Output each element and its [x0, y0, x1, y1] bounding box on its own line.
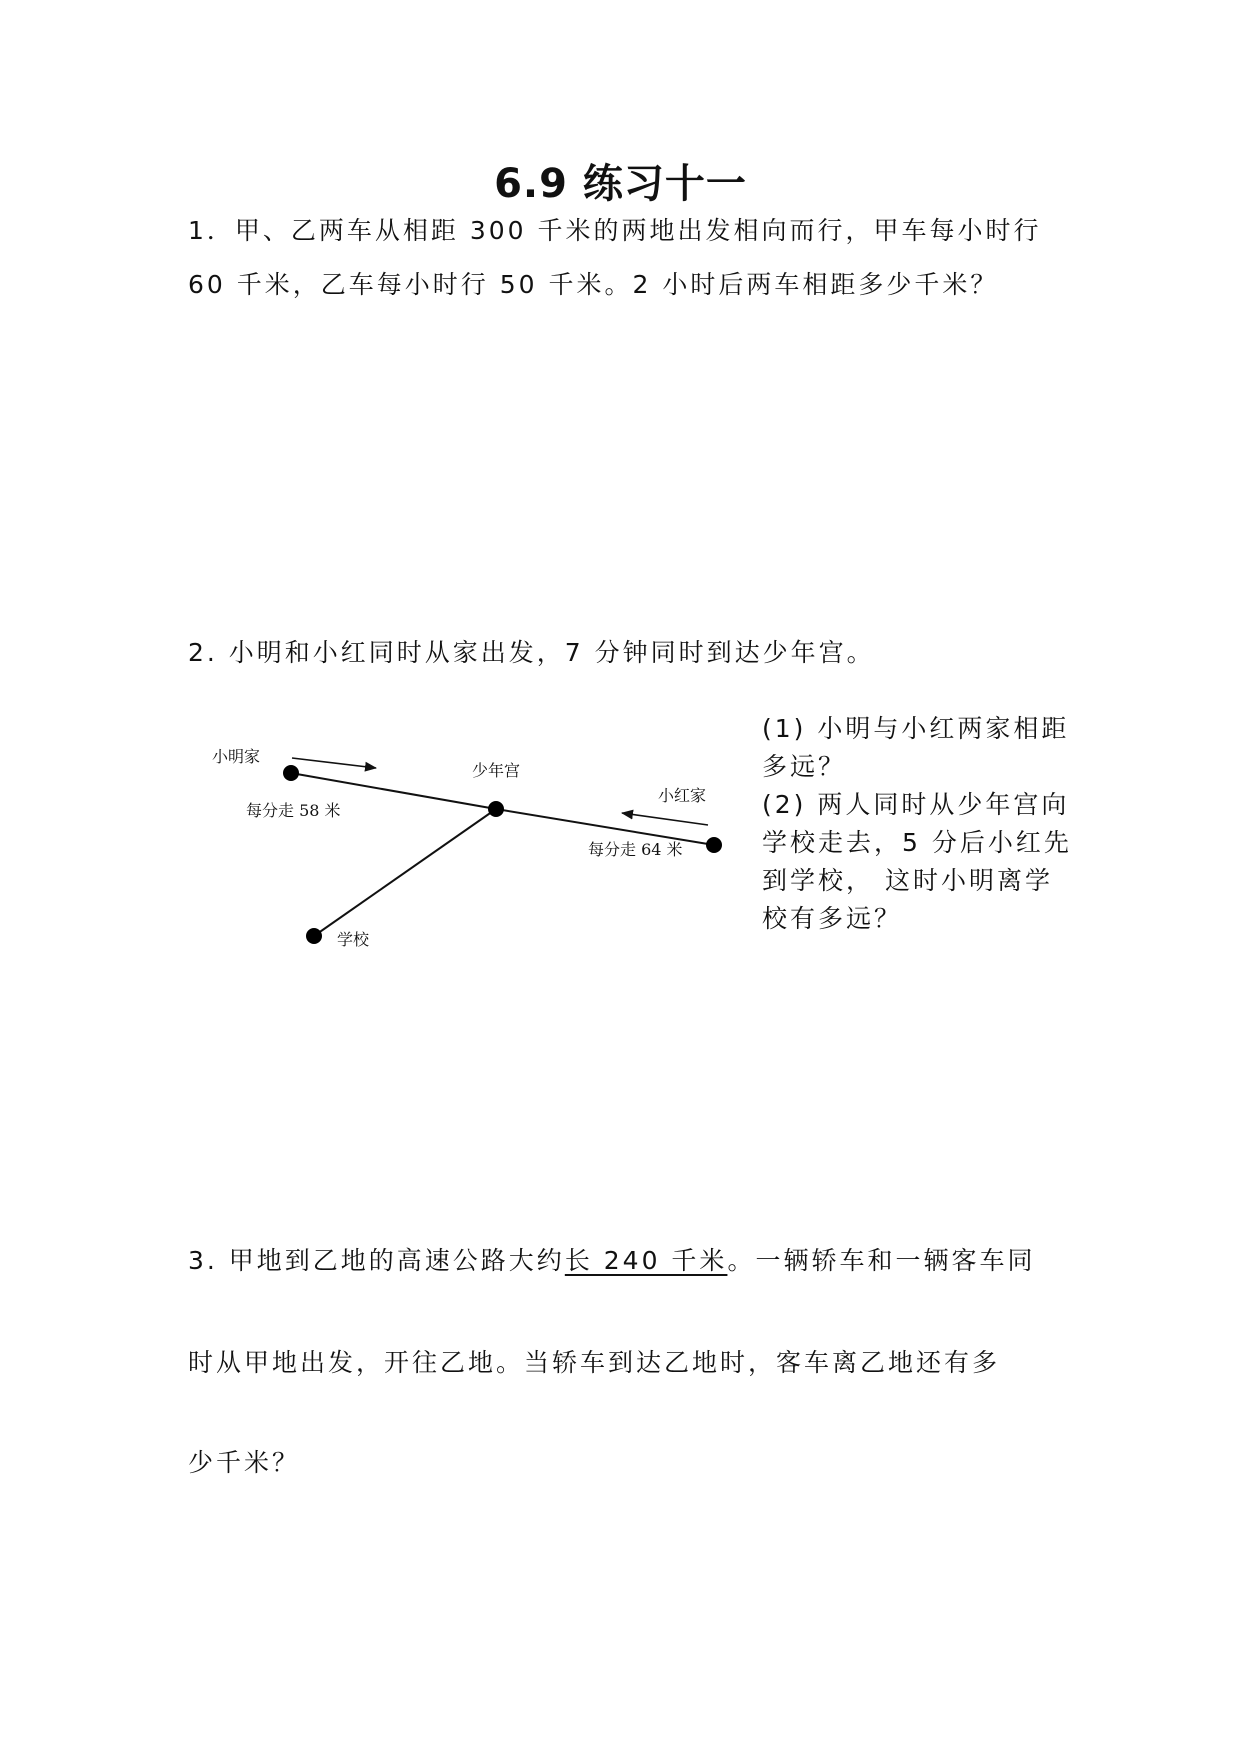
question-3-line-3: 少千米？: [188, 1448, 301, 1477]
question-2-intro: 2. 小明和小红同时从家出发，7 分钟同时到达少年宫。: [188, 638, 875, 667]
label-xiaoming-home: 小明家: [212, 747, 261, 766]
subquestion-2-line-2: 学校走去，5 分后小红先: [762, 828, 1072, 857]
question-3-distance-underlined: 长 240 千米: [564, 1246, 728, 1275]
point-school: [306, 928, 322, 944]
question-3-line-1: [188, 1244, 1035, 1278]
subquestion-1-line-1: (1) 小明与小红两家相距: [762, 714, 1070, 743]
label-speed-xiaoming: 每分走 58 米: [246, 801, 341, 820]
subquestion-1-line-2: 多远？: [762, 752, 847, 781]
label-xiaohong-home: 小红家: [658, 786, 707, 805]
question-3-line-1-pre: 3. 甲地到乙地的高速公路大约: [188, 1246, 565, 1275]
label-youth-palace: 少年宫: [472, 761, 521, 780]
point-xiaohong-home: [706, 837, 722, 853]
road-palace-to-school: [314, 809, 496, 936]
page-title: 6.9 练习十一: [494, 161, 747, 207]
route-diagram: [180, 700, 740, 980]
point-xiaoming-home: [283, 765, 299, 781]
direction-arrow-xiaohong: [622, 813, 708, 825]
question-3-line-1-post: 。一辆轿车和一辆客车同: [727, 1246, 1036, 1275]
question-3-line-2: 时从甲地出发，开往乙地。当轿车到达乙地时，客车离乙地还有多: [188, 1348, 1001, 1377]
question-1-line-2: 60 千米，乙车每小时行 50 千米。2 小时后两车相距多少千米？: [188, 270, 999, 299]
point-youth-palace: [488, 801, 504, 817]
subquestion-2-line-3: 到学校， 这时小明离学: [762, 866, 1053, 895]
subquestion-2-line-1: (2) 两人同时从少年宫向: [762, 790, 1070, 819]
label-speed-xiaohong: 每分走 64 米: [588, 840, 683, 859]
subquestion-2-line-4: 校有多远？: [762, 904, 903, 933]
label-school: 学校: [337, 930, 370, 949]
direction-arrow-xiaoming: [292, 758, 376, 768]
question-1-line-1: 1．甲、乙两车从相距 300 千米的两地出发相向而行，甲车每小时行: [188, 216, 1042, 245]
